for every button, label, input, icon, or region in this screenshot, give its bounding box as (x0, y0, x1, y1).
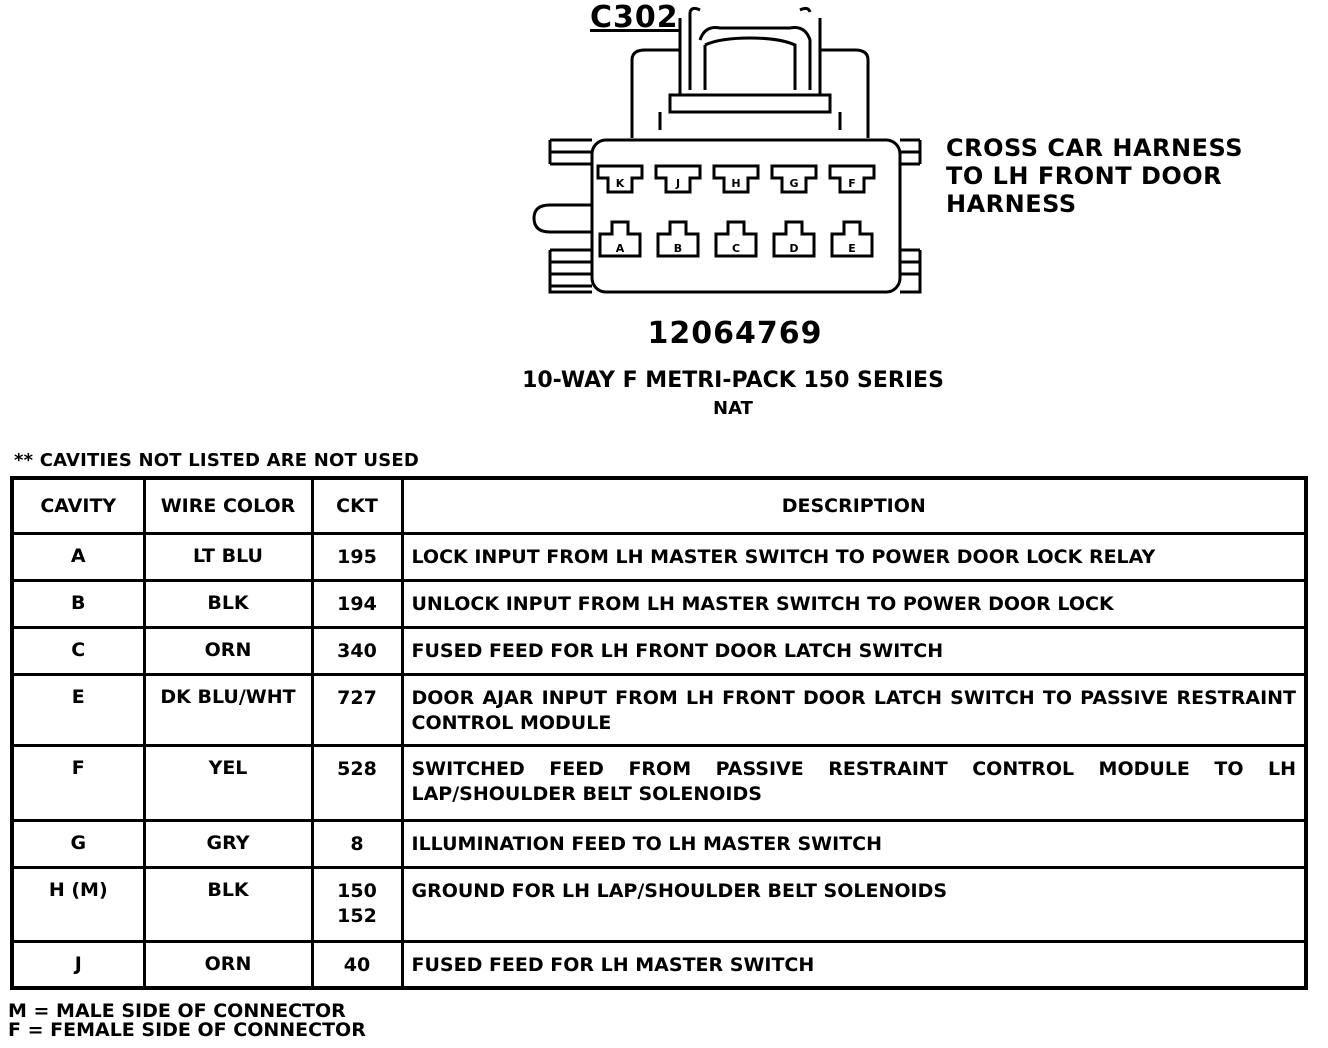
wire-color-cell: ORN (144, 941, 312, 988)
connector-side-legend (8, 1002, 366, 1040)
harness-location-label (946, 134, 1243, 218)
header-wire-color: WIRE COLOR (144, 478, 312, 534)
description-cell: FUSED FEED FOR LH MASTER SWITCH (402, 941, 1306, 988)
pin-label: G (789, 177, 799, 190)
description-cell: DOOR AJAR INPUT FROM LH FRONT DOOR LATCH SWITCH TO PASSIVE RESTRAINT CONTROL MODULE (402, 674, 1306, 745)
header-description: DESCRIPTION (402, 478, 1306, 534)
cavity-cell: F (12, 745, 144, 820)
wire-color-cell: GRY (144, 821, 312, 868)
part-number: 12064769 (647, 316, 823, 351)
wire-color-cell: ORN (144, 627, 312, 674)
pin-label: H (731, 177, 741, 190)
cavity-table (10, 476, 1308, 990)
unused-cavities-note: ** CAVITIES NOT LISTED ARE NOT USED (14, 450, 420, 471)
table-row (12, 627, 1306, 674)
ckt-cell (312, 868, 402, 941)
header-ckt: CKT (312, 478, 402, 534)
pin-label: C (731, 242, 741, 255)
cavity-cell: C (12, 627, 144, 674)
table-row (12, 868, 1306, 941)
cavity-cell: E (12, 674, 144, 745)
location-line-1: CROSS CAR HARNESS (946, 134, 1243, 162)
description-cell: LOCK INPUT FROM LH MASTER SWITCH TO POWER DOOR LOCK RELAY (402, 534, 1306, 581)
connector-face-diagram (520, 0, 940, 310)
wire-color-cell: LT BLU (144, 534, 312, 581)
table-header-row (12, 478, 1306, 534)
wire-color-cell: YEL (144, 745, 312, 820)
pin-label: F (848, 177, 856, 190)
description-cell: FUSED FEED FOR LH FRONT DOOR LATCH SWITCH (402, 627, 1306, 674)
pin-label: B (673, 242, 683, 255)
description-cell: SWITCHED FEED FROM PASSIVE RESTRAINT CONTROL MODULE TO LH LAP/SHOULDER BELT SOLENOIDS (402, 745, 1306, 820)
legend-male: M = MALE SIDE OF CONNECTOR (8, 1000, 346, 1022)
wire-color-cell: BLK (144, 868, 312, 941)
connector-series: 10-WAY F METRI-PACK 150 SERIES (522, 368, 944, 393)
description-cell: ILLUMINATION FEED TO LH MASTER SWITCH (402, 821, 1306, 868)
pin-label: E (848, 242, 856, 255)
table-row (12, 580, 1306, 627)
legend-female: F = FEMALE SIDE OF CONNECTOR (8, 1019, 366, 1041)
table-row (12, 534, 1306, 581)
description-cell: UNLOCK INPUT FROM LH MASTER SWITCH TO POWER DOOR LOCK (402, 580, 1306, 627)
ckt-cell: 340 (312, 627, 402, 674)
location-line-3: HARNESS (946, 190, 1077, 218)
header-cavity: CAVITY (12, 478, 144, 534)
pin-label: D (789, 242, 799, 255)
location-line-2: TO LH FRONT DOOR (946, 162, 1223, 190)
ckt-cell: 194 (312, 580, 402, 627)
ckt-value-2: 152 (337, 905, 377, 928)
cavity-cell: B (12, 580, 144, 627)
cavity-cell: G (12, 821, 144, 868)
table-row (12, 821, 1306, 868)
table-row (12, 941, 1306, 988)
table-row (12, 674, 1306, 745)
cavity-cell: H (M) (12, 868, 144, 941)
cavity-cell: A (12, 534, 144, 581)
table-row (12, 745, 1306, 820)
ckt-cell: 40 (312, 941, 402, 988)
pin-label: K (615, 177, 625, 190)
cavity-cell: J (12, 941, 144, 988)
ckt-cell: 195 (312, 534, 402, 581)
wire-color-cell: DK BLU/WHT (144, 674, 312, 745)
connector-color: NAT (713, 398, 753, 419)
pin-label: J (675, 177, 681, 190)
wire-color-cell: BLK (144, 580, 312, 627)
ckt-cell: 8 (312, 821, 402, 868)
description-cell: GROUND FOR LH LAP/SHOULDER BELT SOLENOIDS (402, 868, 1306, 941)
ckt-cell: 727 (312, 674, 402, 745)
ckt-cell: 528 (312, 745, 402, 820)
pin-label: A (615, 242, 625, 255)
ckt-value: 150 (337, 880, 377, 903)
connector-id: C302 (590, 0, 679, 35)
